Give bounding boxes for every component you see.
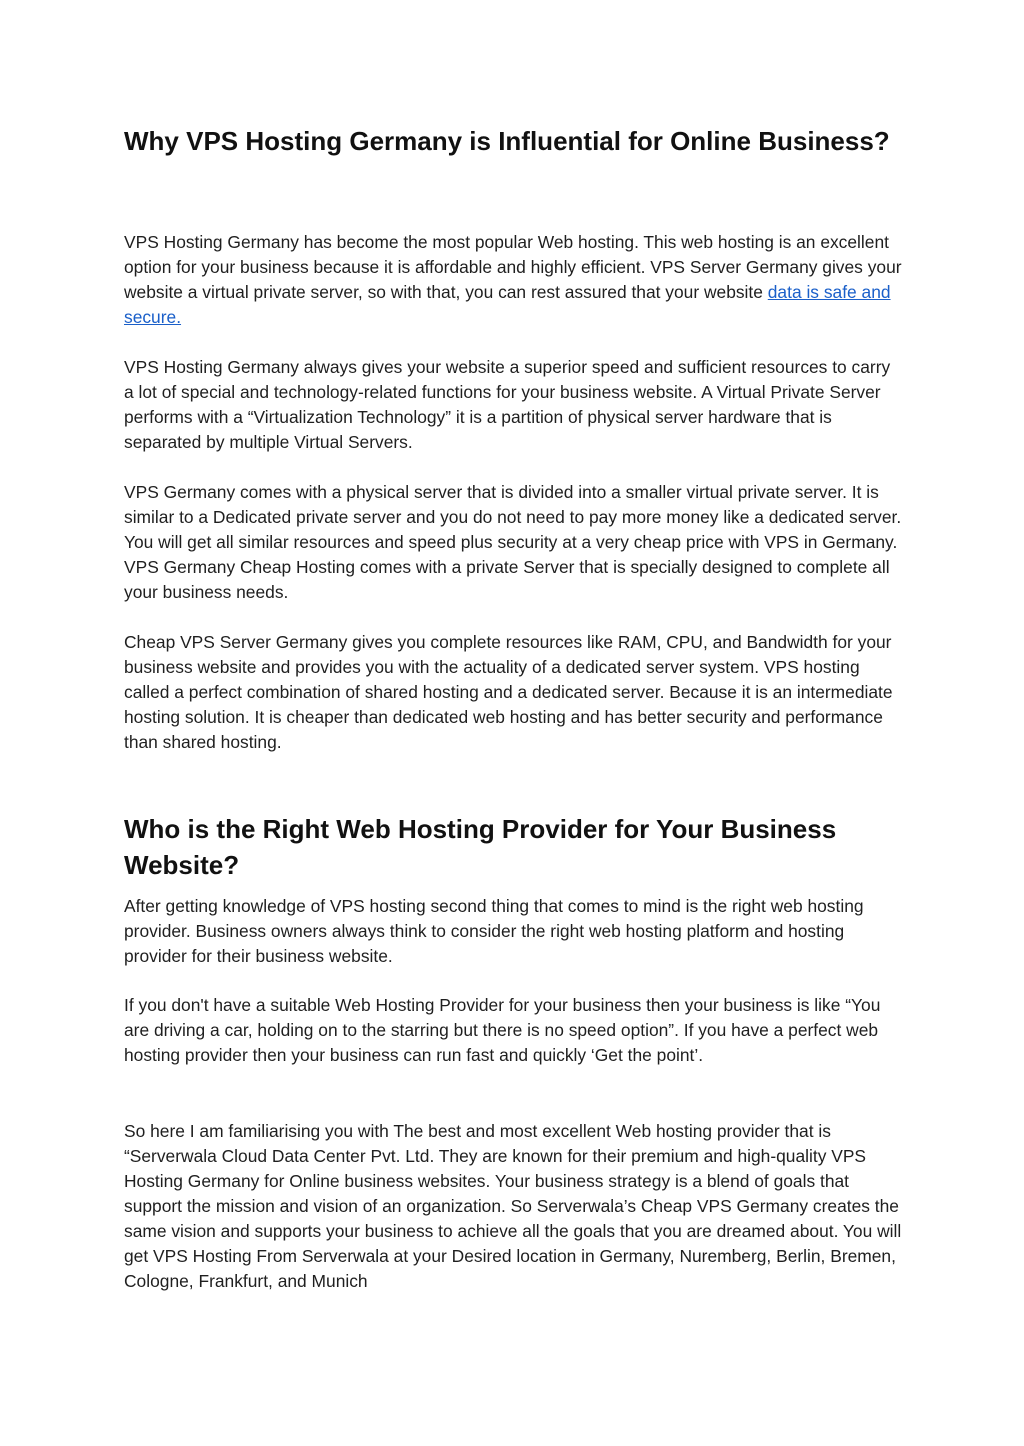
paragraph-intro — [124, 230, 904, 330]
paragraph-knowledge: After getting knowledge of VPS hosting second thing that comes to mind is the right web hosting provider. Business owners always think to consider the right web hosting platform and hosting provider for their business website. — [124, 896, 864, 966]
paragraph-driving-car: If you don't have a suitable Web Hosting Provider for your business then your business is like “You are driving a car, holding on to the starring but there is no speed option”. If you have a perfect web hosting provider then your business can run fast and quickly ‘Get the point’. — [124, 995, 881, 1065]
section-heading-vps-germany: Why VPS Hosting Germany is Influential for Online Business? — [124, 126, 890, 156]
data-safe-link[interactable]: data is safe and secure. — [124, 282, 891, 327]
section-heading-right-provider: Who is the Right Web Hosting Provider for Your Business Website? — [124, 814, 837, 880]
paragraph-intro-text: VPS Hosting Germany has become the most popular Web hosting. This web hosting is an excellent option for your business because it is affordable and highly efficient. VPS Server Germany gives your website a virtual private server, so with that, you can rest assured that your website — [124, 232, 902, 302]
paragraph-cheap-vps: Cheap VPS Server Germany gives you complete resources like RAM, CPU, and Bandwidth for your business website and provides you with the actuality of a dedicated server system. VPS hosting called a perfect combination of shared hosting and a dedicated server. Because it is an intermediate hosting solution. It is cheaper than dedicated web hosting and has better security and performance than shared hosting. — [124, 632, 893, 752]
paragraph-serverwala: So here I am familiarising you with The best and most excellent Web hosting provider that is “Serverwala Cloud Data Center Pvt. Ltd. They are known for their premium and high-quality VPS Hosting Germany for Online business websites. Your business strategy is a blend of goals that support the mission and vision of an organization. So Serverwala’s Cheap VPS Germany creates the same vision and supports your business to achieve all the goals that you are dreamed about. You will get VPS Hosting From Serverwala at your Desired location in Germany, Nuremberg, Berlin, Bremen, Cologne, Frankfurt, and Munich — [124, 1121, 902, 1291]
paragraph-physical-server: VPS Germany comes with a physical server that is divided into a smaller virtual private server. It is similar to a Dedicated private server and you do not need to pay more money like a dedicated server. You will get all similar resources and speed plus security at a very cheap price with VPS in Germany. VPS Germany Cheap Hosting comes with a private Server that is specially designed to complete all your business needs. — [124, 482, 902, 602]
paragraph-speed-resources: VPS Hosting Germany always gives your website a superior speed and sufficient resources to carry a lot of special and technology-related functions for your business website. A Virtual Private Server performs with a “Virtualization Technology” it is a partition of physical server hardware that is separated by multiple Virtual Servers. — [124, 357, 891, 452]
